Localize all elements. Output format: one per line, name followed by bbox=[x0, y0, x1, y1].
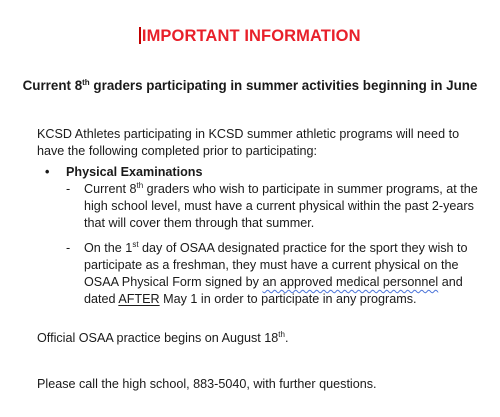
subtitle-text-start: Current 8 bbox=[22, 78, 83, 93]
page-title bbox=[0, 27, 500, 46]
item-text-start: On the 1 bbox=[84, 241, 133, 255]
underlined-after: AFTER bbox=[118, 292, 160, 306]
intro-paragraph: KCSD Athletes participating in KCSD summer athletic programs will need to have the following completed prior to participating: bbox=[37, 127, 460, 158]
text-cursor bbox=[139, 27, 141, 44]
item-superscript: st bbox=[132, 240, 139, 249]
dash-marker: - bbox=[66, 241, 71, 255]
list-item-osaa-physical bbox=[66, 240, 484, 308]
bullet-label: Physical Examinations bbox=[66, 165, 203, 179]
item-text-start: Current 8 bbox=[84, 182, 137, 196]
practice-superscript: th bbox=[278, 330, 285, 339]
subtitle bbox=[0, 78, 500, 93]
dash-marker: - bbox=[66, 182, 71, 196]
contact-paragraph: Please call the high school, 883-5040, with further questions. bbox=[37, 377, 377, 391]
bullet-physical-examinations bbox=[45, 164, 203, 181]
practice-text-start: Official OSAA practice begins on August 18 bbox=[37, 331, 279, 345]
practice-start-paragraph bbox=[37, 330, 482, 347]
item-text-middle-2: and dated bbox=[84, 275, 463, 306]
page-title-text: IMPORTANT INFORMATION bbox=[141, 27, 361, 45]
item-text-end: May 1 in order to participate in any programs. bbox=[159, 292, 417, 306]
item-text-end: graders who wish to participate in summer programs, at the high school level, must have a current physical within the past 2-years that will cover them through that summer. bbox=[84, 182, 478, 230]
item-text-middle: day of OSAA designated practice for the sport they wish to participate as a freshman, they must have a current physical on the OSAA Physical Form signed by bbox=[84, 241, 468, 289]
subtitle-superscript: th bbox=[82, 78, 90, 87]
subtitle-text-end: graders participating in summer activities beginning in June bbox=[89, 78, 478, 93]
grammar-flagged-text[interactable]: an approved medical personnel bbox=[262, 275, 439, 289]
list-item-current-graders bbox=[66, 181, 484, 232]
practice-text-end: . bbox=[284, 331, 289, 345]
item-superscript: th bbox=[136, 181, 144, 190]
bullet-dot-icon: • bbox=[45, 165, 50, 179]
